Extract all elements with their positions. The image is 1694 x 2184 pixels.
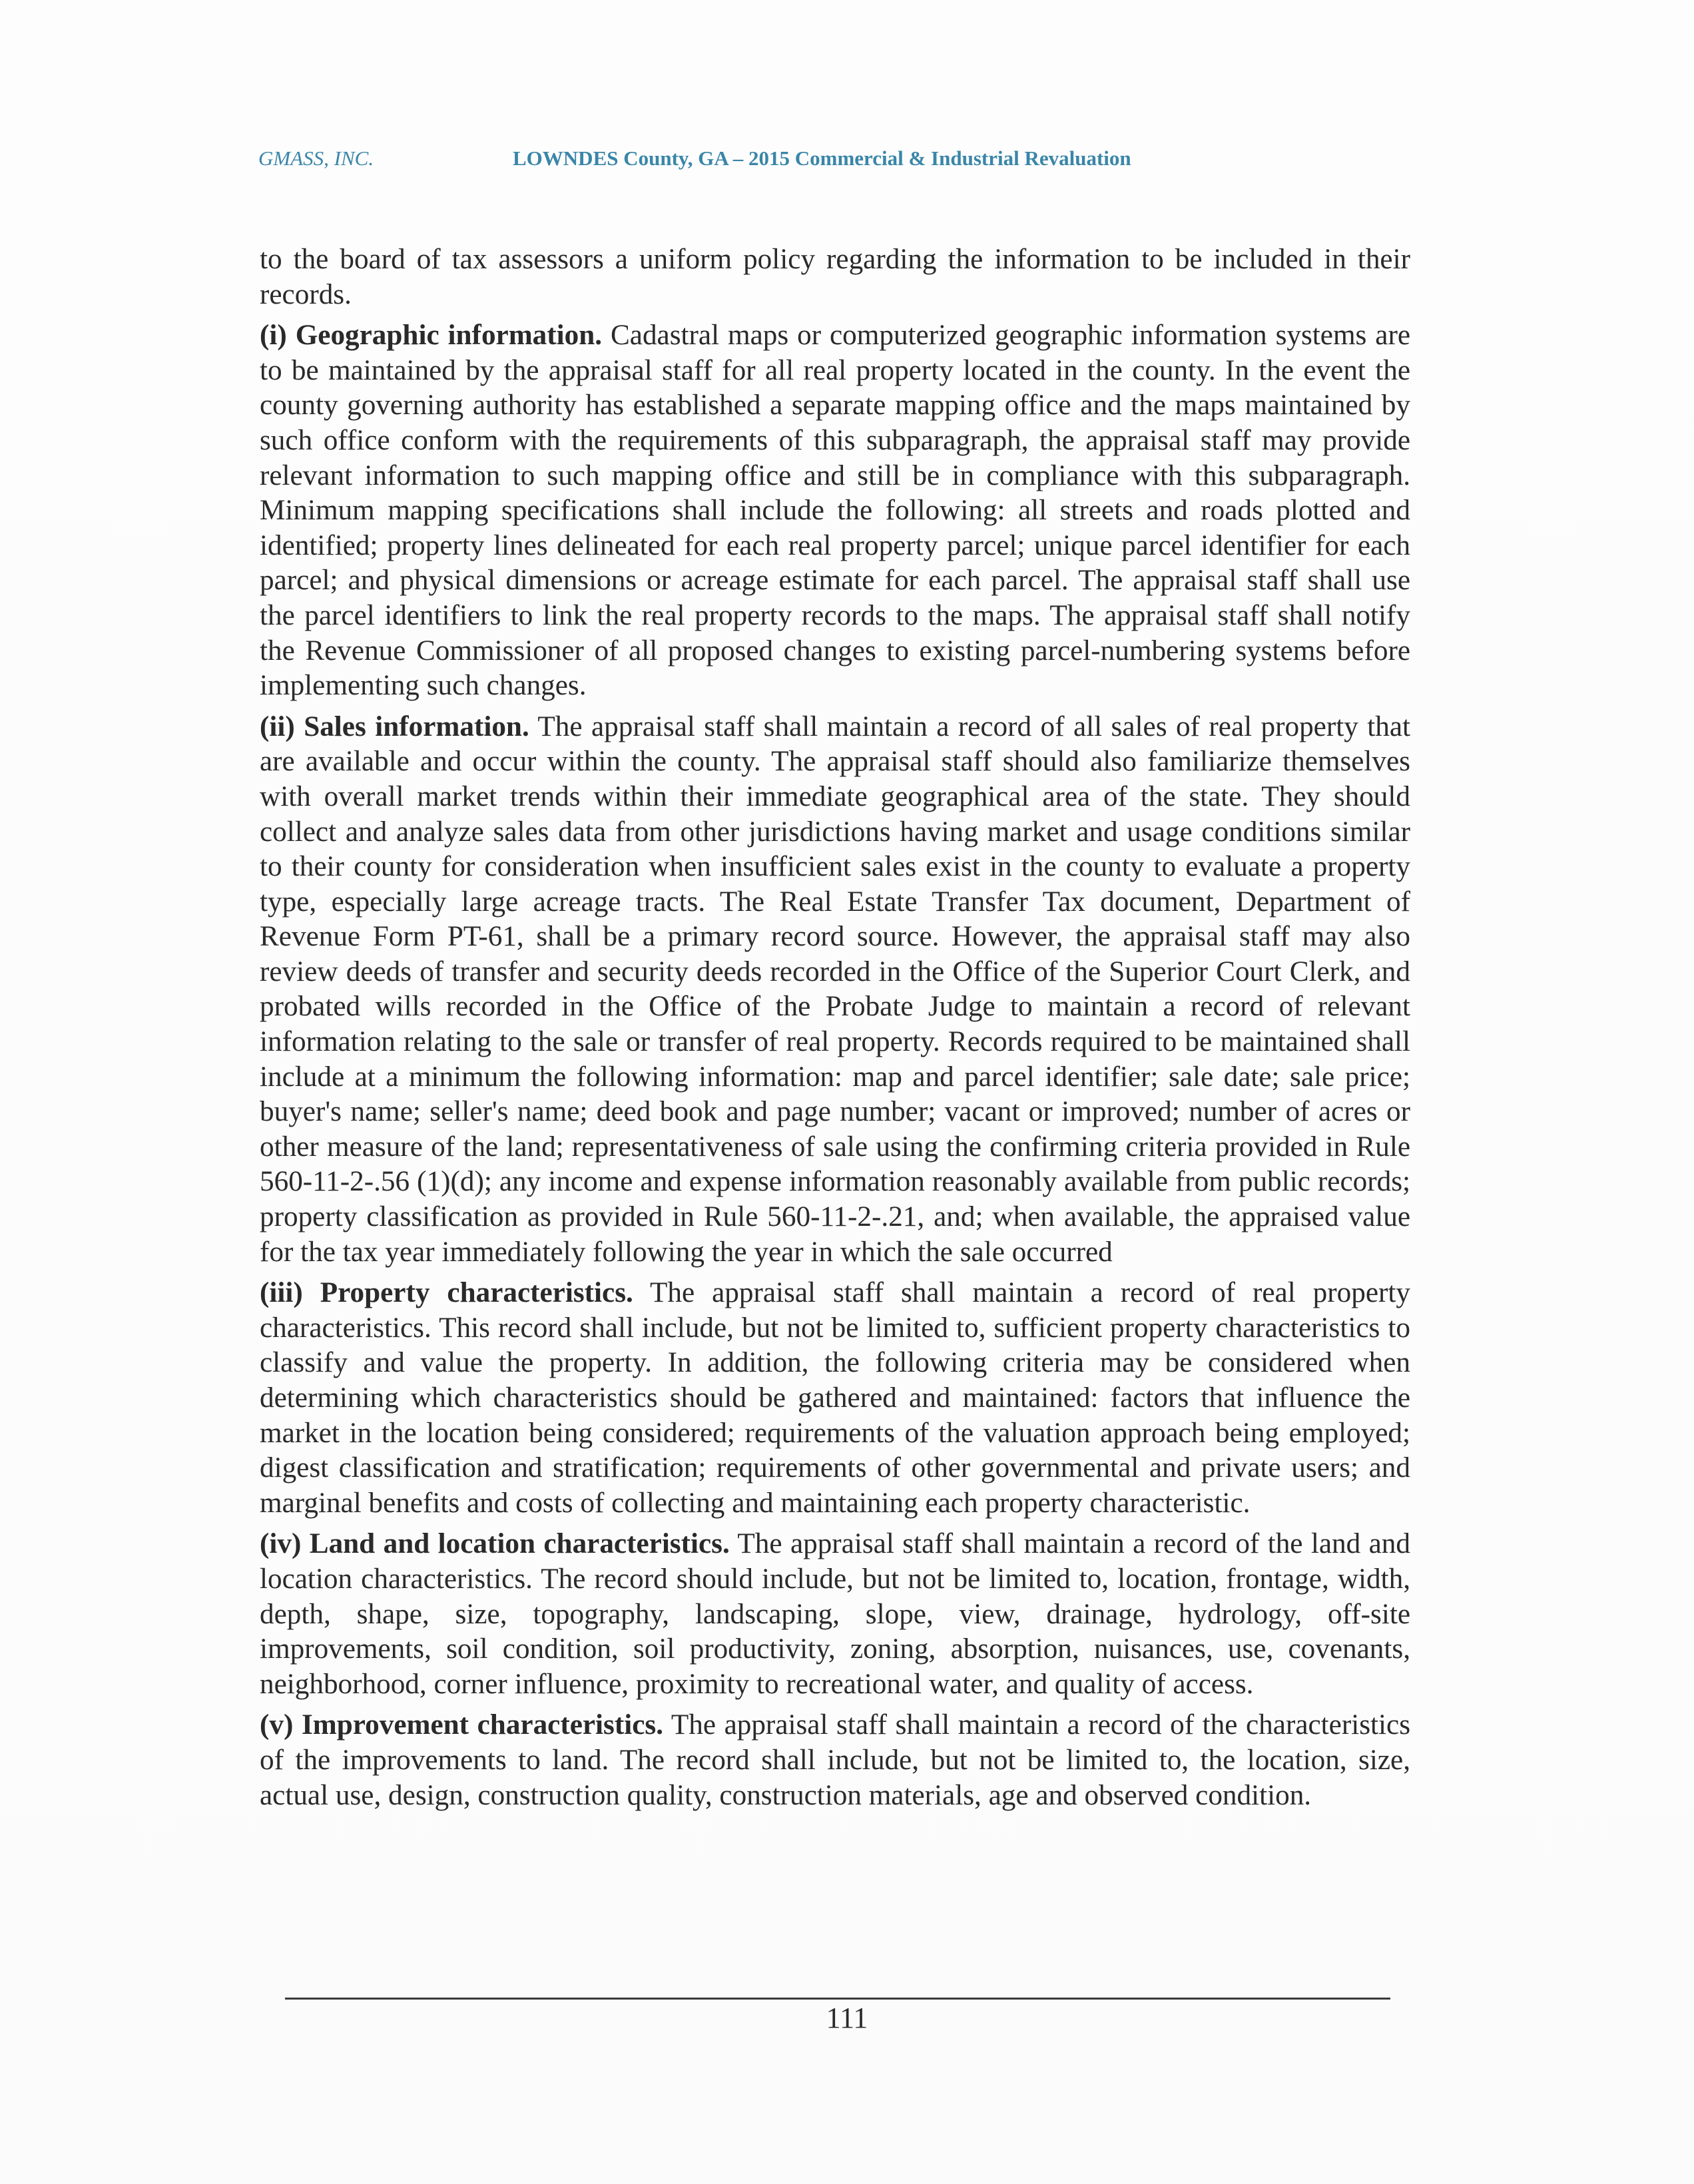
paragraph-heading: (iii) Property characteristics. [260,1277,633,1309]
paragraph-land-location-characteristics [260,1527,1410,1702]
header-company: GMASS, INC. [258,146,374,170]
body-text [260,242,1410,1819]
footer-divider [285,1998,1390,2000]
paragraph-text: The appraisal staff shall maintain a record of the land and location characteristics. The record should include, but not be limited to, location, frontage, width, depth, shape, size, topography, landscaping, slope, view, drainage, hydrology, off-site improvements, soil condition, soil productivity, zoning, absorption, nuisances, use, covenants, neighborhood, corner influence, proximity to recreational water, and quality of access. [260,1528,1410,1700]
paragraph-continuation [260,242,1410,312]
paragraph-heading: (ii) Sales information. [260,710,529,742]
paragraph-text: Cadastral maps or computerized geographic information systems are to be maintained by the appraisal staff for all real property located in the county. In the event the county governing authority has established a separate mapping office and the maps maintained by such office conform with the requirements of this subparagraph, the appraisal staff may provide relevant information to such mapping office and still be in compliance with this subparagraph. Minimum mapping specifications shall include the following: all streets and roads plotted and identified; property lines delineated for each real property parcel; unique parcel identifier for each parcel; and physical dimensions or acreage estimate for each parcel. The appraisal staff shall use the parcel identifiers to link the real property records to the maps. The appraisal staff shall notify the Revenue Commissioner of all proposed changes to existing parcel-numbering systems before implementing such changes. [260,320,1410,702]
paragraph-text: The appraisal staff shall maintain a record of the characteristics of the improvements to land. The record shall include, but not be limited to, the location, size, actual use, design, construction quality, construction materials, age and observed condition. [260,1709,1410,1811]
paragraph-heading: (v) Improvement characteristics. [260,1709,664,1741]
page-number: 111 [826,2002,868,2034]
paragraph-improvement-characteristics [260,1708,1410,1813]
paragraph-sales-information [260,710,1410,1270]
paragraph-heading: (iv) Land and location characteristics. [260,1528,730,1560]
paragraph-geographic-information [260,318,1410,704]
paragraph-heading: (i) Geographic information. [260,320,603,352]
paragraph-text: to the board of tax assessors a uniform policy regarding the information to be included in their records. [260,244,1410,310]
header-title: LOWNDES County, GA – 2015 Commercial & Industrial Revaluation [513,146,1131,170]
paragraph-text: The appraisal staff shall maintain a record of all sales of real property that are available and occur within the county. The appraisal staff should also familiarize themselves with overall market trends within their immediate geographical area of the state. They should collect and analyze sales data from other jurisdictions having market and usage conditions similar to their county for consideration when insufficient sales exist in the county to evaluate a property type, especially large acreage tracts. The Real Estate Transfer Tax document, Department of Revenue Form PT-61, shall be a primary record source. However, the appraisal staff may also review deeds of transfer and security deeds recorded in the Office of the Superior Court Clerk, and probated wills recorded in the Office of the Probate Judge to maintain a record of relevant information relating to the sale or transfer of real property. Records required to be maintained shall include at a minimum the following information: map and parcel identifier; sale date; sale price; buyer's name; seller's name; deed book and page number; vacant or improved; number of acres or other measure of the land; representativeness of sale using the confirming criteria provided in Rule 560-11-2-.56 (1)(d); any income and expense information reasonably available from public records; property classification as provided in Rule 560-11-2-.21, and; when available, the appraised value for the tax year immediately following the year in which the sale occurred [260,710,1410,1268]
paragraph-text: The appraisal staff shall maintain a record of real property characteristics. This record shall include, but not be limited to, sufficient property characteristics to classify and value the property. In addition, the following criteria may be considered when determining which characteristics should be gathered and maintained: factors that influence the market in the location being considered; requirements of the valuation approach being employed; digest classification and stratification; requirements of other governmental and private users; and marginal benefits and costs of collecting and maintaining each property characteristic. [260,1277,1410,1519]
paragraph-property-characteristics [260,1276,1410,1521]
